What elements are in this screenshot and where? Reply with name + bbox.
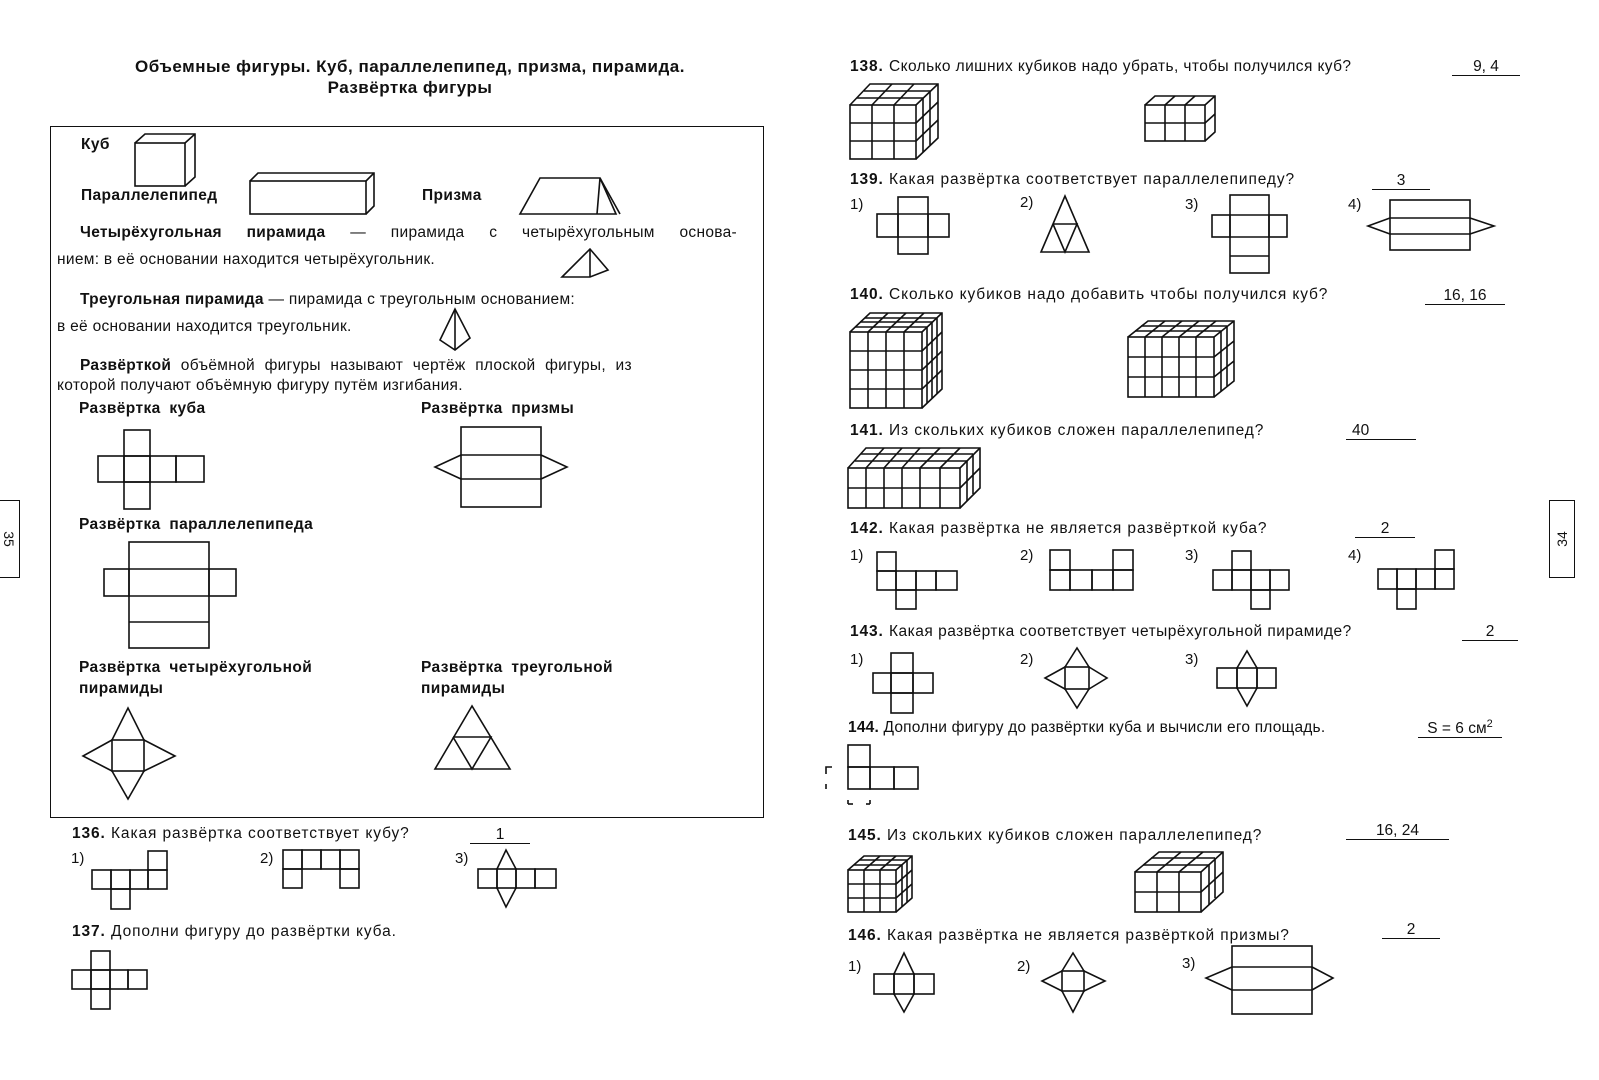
answer-141[interactable]: 40 [1346, 422, 1416, 440]
cube-label: Куб [81, 136, 110, 153]
cube-net [98, 430, 204, 509]
question-138 [850, 58, 1351, 76]
q139-net-3 [1212, 195, 1287, 273]
q139-net-2 [1041, 196, 1089, 252]
q142-option-2: 2) [1020, 547, 1034, 564]
q142-option-3: 3) [1185, 547, 1199, 564]
question-text: Из скольких кубиков сложен параллелепипед? [887, 827, 1263, 844]
tri-pyr-net-label-1: Развёртка треугольной [421, 659, 613, 676]
q146-net-1 [874, 953, 934, 1012]
answer-144-sup: 2 [1486, 718, 1493, 730]
q146-net-3 [1206, 946, 1333, 1014]
q142-option-4: 4) [1348, 547, 1362, 564]
q143-net-2 [1045, 648, 1107, 708]
q143-net-1 [873, 653, 933, 713]
q143-net-3 [1217, 651, 1276, 706]
q137-figure [72, 951, 147, 1009]
question-text: Дополни фигуру до развёртки куба и вычисли его площадь. [883, 719, 1326, 736]
q143-option-3: 3) [1185, 651, 1199, 668]
q145-block [1135, 852, 1223, 912]
q144-figure [826, 745, 918, 804]
q139-option-3: 3) [1185, 196, 1199, 213]
quad-pyramid-term: Четырёхугольная пирамида [80, 224, 326, 241]
q146-option-1: 1) [848, 958, 862, 975]
question-140 [850, 286, 1328, 304]
q139-net-4 [1368, 200, 1494, 250]
q143-option-2: 2) [1020, 651, 1034, 668]
question-number: 138. [850, 58, 884, 75]
question-number: 141. [850, 422, 884, 439]
question-number: 142. [850, 520, 884, 537]
quad-pyramid-def-2: нием: в её основании находится четырёхугольник. [57, 251, 436, 268]
parallelepiped-figure [250, 173, 374, 214]
question-number: 139. [850, 171, 884, 188]
parallelepiped-label: Параллелепипед [81, 187, 218, 204]
answer-136[interactable]: 1 [470, 826, 530, 844]
question-text: Дополни фигуру до развёртки куба. [111, 923, 397, 940]
question-number: 136. [72, 825, 106, 842]
cube-figure [135, 134, 195, 186]
question-text: Какая развёртка соответствует параллелепипеду? [889, 171, 1296, 188]
page-number-left [0, 500, 20, 578]
q138-cube-3x3 [850, 84, 938, 159]
prism-label: Призма [422, 187, 482, 204]
quad-pyr-net-label-1: Развёртка четырёхугольной [79, 659, 313, 676]
net-def-2: которой получают объёмную фигуру путём изгибания. [57, 377, 463, 394]
q142-net-1 [877, 552, 957, 609]
net-def-1: объёмной фигуры называют чертёж плоской фигуры, из [171, 357, 632, 374]
q136-net-3 [478, 850, 556, 907]
q139-option-4: 4) [1348, 196, 1362, 213]
question-text: Какая развёртка соответствует четырёхугольной пирамиде? [889, 623, 1352, 640]
answer-144[interactable] [1418, 716, 1502, 738]
question-143 [850, 623, 1352, 641]
q136-net-1 [92, 851, 167, 909]
quad-pyramid-net [83, 708, 175, 799]
answer-144-text: S = 6 см [1427, 720, 1487, 738]
q142-net-3 [1213, 551, 1289, 609]
left-question-figures [0, 820, 800, 1020]
q139-option-2: 2) [1020, 194, 1034, 211]
answer-138[interactable]: 9, 4 [1452, 58, 1520, 76]
prism-figure [520, 178, 620, 214]
question-145 [848, 827, 1262, 845]
question-text: Какая развёртка не является развёрткой куба? [889, 520, 1268, 537]
answer-143[interactable]: 2 [1462, 623, 1518, 641]
question-139 [850, 171, 1295, 189]
quad-pyramid-net-label [79, 657, 312, 699]
q139-option-1: 1) [850, 196, 864, 213]
tri-pyramid-definition [57, 286, 697, 340]
answer-146[interactable]: 2 [1382, 921, 1440, 939]
q146-option-2: 2) [1017, 958, 1031, 975]
q139-net-1 [877, 197, 949, 254]
question-146 [848, 927, 1290, 945]
tri-pyramid-net [435, 706, 510, 769]
question-number: 146. [848, 927, 882, 944]
parallelepiped-net [104, 542, 236, 648]
q136-net-2 [283, 850, 359, 888]
question-144 [848, 719, 1325, 737]
cube-net-label: Развёртка куба [79, 400, 206, 417]
tri-pyramid-def-2: в её основании находится треугольник. [57, 318, 352, 335]
net-definition [57, 356, 737, 396]
q140-block [1128, 321, 1234, 397]
q141-block [848, 448, 980, 508]
question-number: 143. [850, 623, 884, 640]
question-number: 140. [850, 286, 884, 303]
quad-pyramid-def-1: — пирамида с четырёхугольным основа- [325, 224, 738, 241]
tri-pyramid-net-label [421, 657, 613, 699]
tri-pyr-net-label-2: пирамиды [421, 680, 506, 697]
q136-option-2: 2) [260, 850, 274, 867]
question-number: 144. [848, 719, 879, 736]
question-number: 145. [848, 827, 882, 844]
question-text: Из скольких кубиков сложен параллелепипед? [889, 422, 1265, 439]
question-text: Сколько лишних кубиков надо убрать, чтобы получился куб? [889, 58, 1352, 75]
tri-pyramid-def-1: — пирамида с треугольным основанием: [263, 291, 576, 308]
q142-net-4 [1378, 550, 1454, 609]
parallelepiped-net-label: Развёртка параллелепипеда [79, 516, 314, 533]
prism-net [435, 427, 567, 507]
question-text: Какая развёртка не является развёрткой призмы? [887, 927, 1290, 944]
title-line-1: Объемные фигуры. Куб, параллелепипед, призма, пирамида. [135, 57, 685, 76]
title-line-2: Развёртка фигуры [327, 78, 493, 97]
q138-small-block [1145, 96, 1215, 141]
q145-cube [848, 856, 912, 912]
answer-140[interactable]: 16, 16 [1425, 287, 1505, 305]
q136-option-3: 3) [455, 850, 469, 867]
question-text: Какая развёртка соответствует кубу? [111, 825, 410, 842]
quad-pyr-net-label-2: пирамиды [79, 680, 164, 697]
q146-option-3: 3) [1182, 955, 1196, 972]
page-number-left-text: 35 [1, 531, 17, 547]
q146-net-2 [1042, 953, 1105, 1012]
net-term: Развёрткой [80, 357, 172, 374]
q136-option-1: 1) [71, 850, 85, 867]
q142-option-1: 1) [850, 547, 864, 564]
question-142 [850, 520, 1267, 538]
quad-pyramid-definition [57, 219, 737, 273]
answer-139[interactable]: 3 [1372, 172, 1430, 190]
question-141 [850, 422, 1264, 440]
question-text: Сколько кубиков надо добавить чтобы получился куб? [889, 286, 1329, 303]
prism-net-label: Развёртка призмы [421, 400, 575, 417]
answer-145[interactable]: 16, 24 [1346, 822, 1449, 840]
page-number-right-text: 34 [1554, 531, 1570, 547]
answer-142[interactable]: 2 [1355, 520, 1415, 538]
q142-net-2 [1050, 550, 1133, 590]
question-number: 137. [72, 923, 106, 940]
q143-option-1: 1) [850, 651, 864, 668]
q140-cube-4x4 [850, 313, 942, 408]
tri-pyramid-term: Треугольная пирамида [80, 291, 264, 308]
page-number-right [1549, 500, 1575, 578]
right-question-figures [800, 0, 1599, 1080]
